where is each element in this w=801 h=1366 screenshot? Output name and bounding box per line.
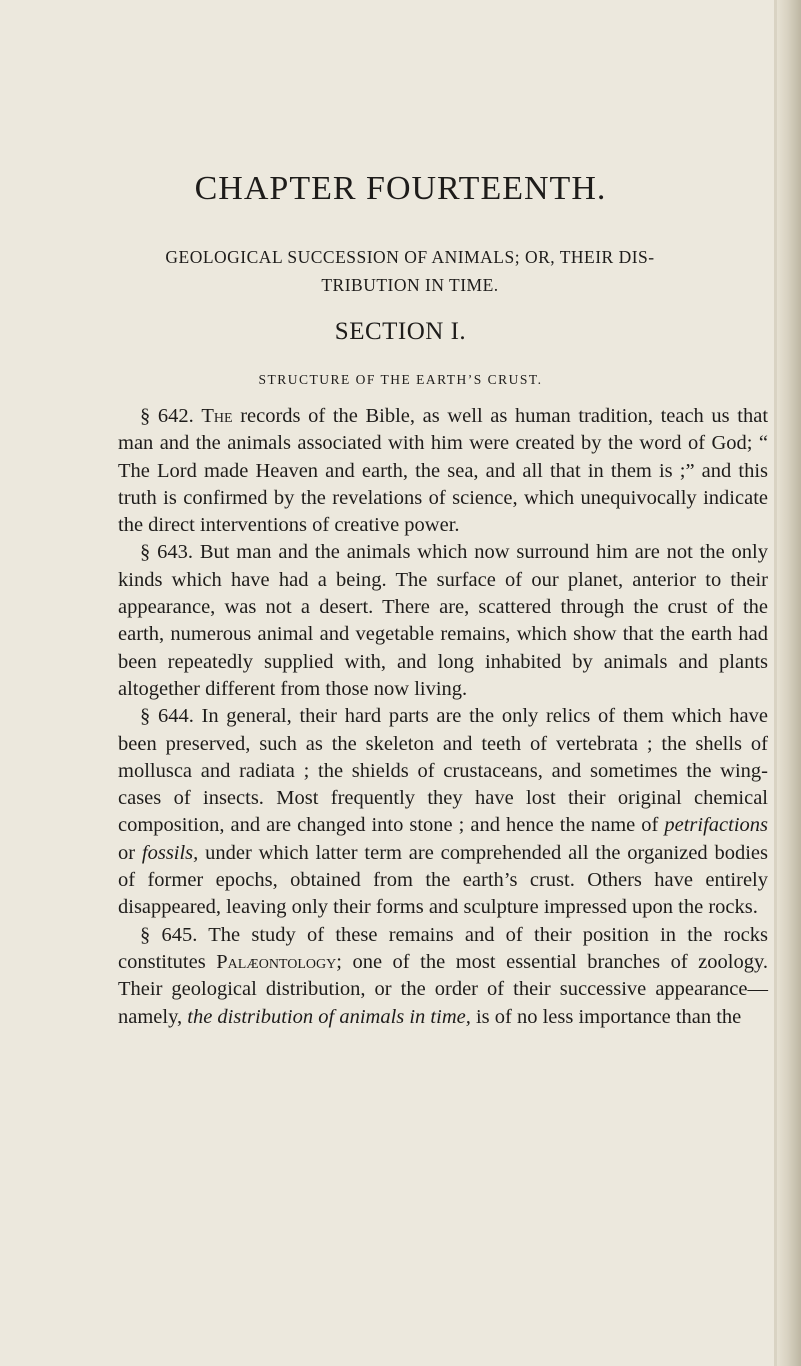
paragraph-text: The study of these remains and of their position in the rocks constitutes [118,923,768,973]
paragraph-number: § 644. [140,705,194,728]
paragraph-number: § 642. [140,405,194,427]
italic-term: fossils, [141,841,199,864]
small-caps-term: Palæontology [216,950,337,973]
paragraph-number: § 643. [140,541,193,564]
paragraph-text: But man and the animals which now surround him are not the only kinds which have had a being. The surface of our planet, anterior to their appearance, was not a desert. There are, scattered through the crust of the earth, numerous animal and vegetable remains, which show that the earth had been repeatedly supplied with, and long inhabited by animals and plants altogether different from those now living. [118,541,769,700]
paragraph-text: In general, their hard parts are the only relics of them which have been preserved, such as the skeleton and teeth of vertebrata ; the shells of mollusca and radiata ; the shields of crustaceans, and sometimes the wing-cases of insects. Most frequently they have lost their original chemical composition, and are changed into stone ; and hence the name of [118,705,769,837]
italic-phrase: the distribution of animals in time, [187,1005,471,1028]
paragraph-text: ; one of the most essential branches of zoology. Their geological distribution, or the order of their successive appearance—namely, [118,950,768,1028]
paragraph-text: or [118,841,136,864]
paragraph-642 [118,403,768,539]
paragraph-645 [118,922,768,1031]
paragraph-lead-word: The [201,405,233,427]
italic-term: petrifactions [664,814,768,837]
section-title: SECTION I. [334,318,467,345]
chapter-subtitle-line-2: TRIBUTION IN TIME. [321,275,499,295]
chapter-subtitle [90,243,730,299]
paragraph-text: is of no less importance than the [475,1005,742,1028]
paragraph-number: § 645. [140,923,198,946]
paragraph-644 [118,703,768,921]
chapter-subtitle-line-1: GEOLOGICAL SUCCESSION OF ANIMALS; OR, THEIR DIS- [165,247,655,267]
body-text [118,403,768,1031]
paragraph-643 [118,539,768,703]
chapter-title: CHAPTER FOURTEENTH. [194,170,607,207]
section-subtitle: STRUCTURE OF THE EARTH’S CRUST. [258,372,543,387]
paragraph-text: records of the Bible, as well as human tradition, teach us that man and the animals associated with him were created by the word of God; “ The Lord made Heaven and earth, the sea, and all that in them is ;” and this truth is confirmed by the revelations of science, which unequivocally indicate the direct interventions of creative power. [118,405,769,537]
paragraph-text: under which latter term are comprehended all the organized bodies of former epochs, obtained from the earth’s crust. Others have entirely disappeared, leaving only their forms and sculpture impressed upon the rocks. [118,841,769,919]
